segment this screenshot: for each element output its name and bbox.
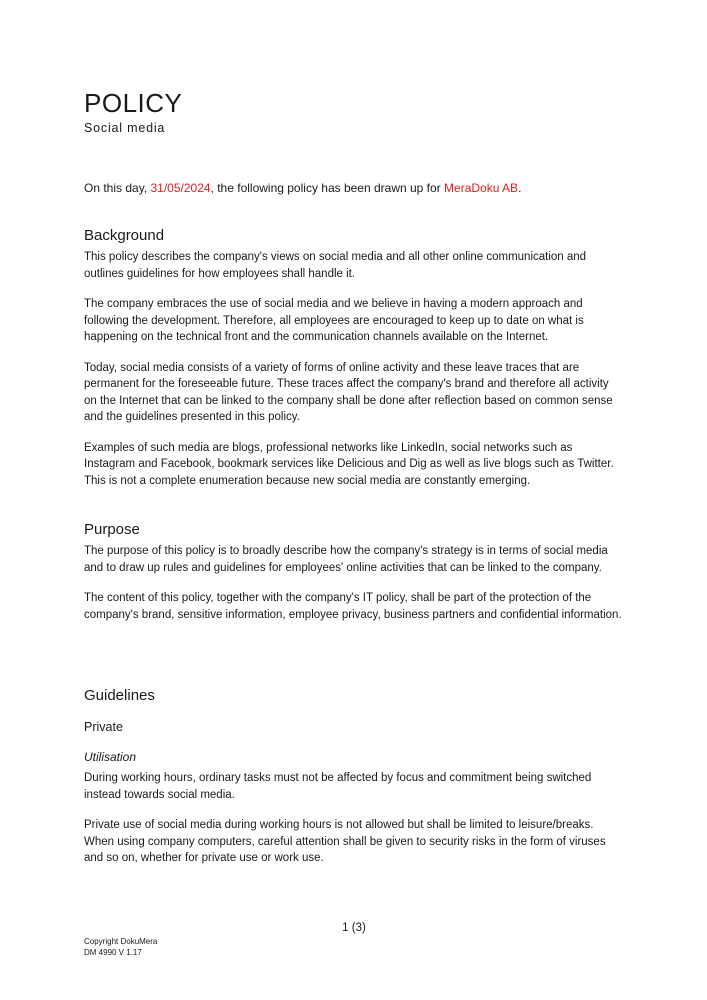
footer-doc-id: DM 4990 V 1.17: [84, 948, 142, 957]
intro-pre: On this day,: [84, 181, 151, 195]
heading-purpose: Purpose: [84, 521, 140, 538]
purpose-paragraph: The purpose of this policy is to broadly describe how the company's strategy is in terms of social media and to draw up rules and guidelines for employees' online activities that can be linked to the company.: [84, 545, 608, 574]
document-subtitle: Social media: [84, 121, 166, 135]
footer-copyright: Copyright DokuMera: [84, 937, 158, 946]
footer: [84, 936, 157, 958]
background-paragraph: The company embraces the use of social media and we believe in having a modern approach and following the development. Therefore, all employees are encouraged to keep up to date on what is happening on the technical front and the communication channels available on the Internet.: [84, 298, 584, 343]
guidelines-paragraph: During working hours, ordinary tasks must not be affected by focus and commitment being switched instead towards social media.: [84, 772, 592, 801]
intro-date: 31/05/2024: [150, 181, 211, 195]
purpose-paragraph: The content of this policy, together with the company's IT policy, shall be part of the protection of the company's brand, sensitive information, employee privacy, business partners and confidential information.: [84, 592, 622, 621]
heading-utilisation: Utilisation: [84, 750, 137, 764]
page-number: 1 (3): [342, 922, 366, 934]
document-title: POLICY: [84, 88, 183, 118]
background-paragraph: Today, social media consists of a variety of forms of online activity and these leave traces that are permanent for the foreseeable future. These traces affect the company's brand and therefore all activity on the Internet that can be linked to the company shall be done after reflection based on common sense and the guidelines presented in this policy.: [84, 361, 613, 423]
section-background: [84, 227, 624, 503]
section-guidelines: [84, 687, 624, 881]
guidelines-paragraph: Private use of social media during working hours is not allowed but shall be limited to leisure/breaks. When using company computers, careful attention shall be given to security risks in the form of viruses and so on, whether for private use or work use.: [84, 819, 606, 864]
intro-line: [84, 180, 521, 197]
background-paragraph: This policy describes the company's views on social media and all other online communication and outlines guidelines for how employees shall handle it.: [84, 251, 587, 280]
heading-private: Private: [84, 720, 123, 734]
background-paragraph: Examples of such media are blogs, professional networks like LinkedIn, social networks such as Instagram and Facebook, bookmark services like Delicious and Dig as well as live blogs such as Twitter. This is not a complete enumeration because new social media are constantly emerging.: [84, 441, 614, 487]
heading-background: Background: [84, 227, 165, 244]
intro-company: MeraDoku AB: [444, 181, 519, 195]
intro-post: .: [518, 181, 522, 195]
heading-guidelines: Guidelines: [84, 687, 155, 704]
intro-mid: , the following policy has been drawn up for: [210, 181, 445, 195]
section-purpose: [84, 521, 624, 637]
